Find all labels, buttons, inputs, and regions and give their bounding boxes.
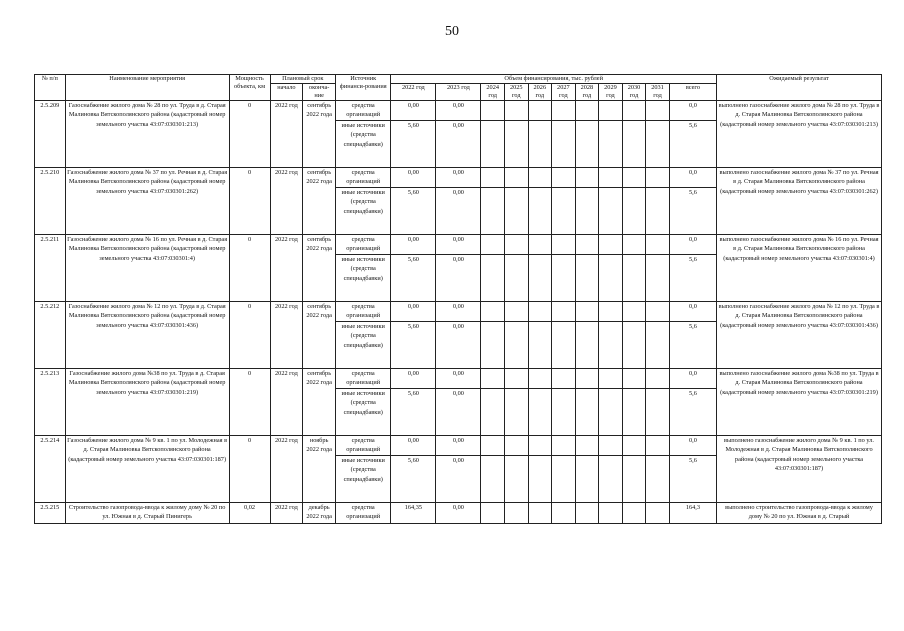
row-value-2022: 5,60 — [391, 188, 436, 235]
row-capacity: 0,02 — [229, 503, 270, 524]
row-end: сентябрь 2022 года — [303, 235, 336, 302]
row-source-other: иные источники (средства спецнадбавки) — [336, 456, 391, 503]
row-num: 2.5.211 — [35, 235, 66, 302]
row-value-2023: 0,00 — [436, 255, 481, 302]
row-capacity: 0 — [229, 168, 270, 235]
row-capacity: 0 — [229, 101, 270, 168]
row-value-2022: 0,00 — [391, 302, 436, 322]
row-value-total: 0,0 — [669, 436, 716, 456]
row-start: 2022 год — [270, 101, 303, 168]
row-value-total: 5,6 — [669, 121, 716, 168]
row-value-2023: 0,00 — [436, 436, 481, 456]
row-value-2022: 5,60 — [391, 121, 436, 168]
header-year-2030: 2030 год — [622, 84, 646, 101]
page-number: 50 — [445, 24, 459, 39]
row-num: 2.5.215 — [35, 503, 66, 524]
row-value-total: 5,6 — [669, 322, 716, 369]
row-start: 2022 год — [270, 168, 303, 235]
row-end: сентябрь 2022 года — [303, 168, 336, 235]
header-year-2025: 2025 год — [504, 84, 528, 101]
header-year-2028: 2028 год — [575, 84, 599, 101]
row-value-2022: 5,60 — [391, 389, 436, 436]
row-source-other: иные источники (средства спецнадбавки) — [336, 389, 391, 436]
header-end: оконча-ние — [303, 84, 336, 101]
funding-plan-table — [34, 74, 882, 524]
header-total: всего — [669, 84, 716, 101]
row-num: 2.5.213 — [35, 369, 66, 436]
header-funding: Объем финансирования, тыс. рублей — [391, 75, 717, 84]
row-value-2022: 5,60 — [391, 456, 436, 503]
row-value-2022: 0,00 — [391, 436, 436, 456]
row-result: выполнено газоснабжение жилого дома № 9 кв. 1 по ул. Молодежная в д. Старая Малиновка Вятскополянского района (кадастровый номер земельного участка 43:07:030301:187) — [717, 436, 882, 503]
row-value-2022: 164,35 — [391, 503, 436, 524]
row-start: 2022 год — [270, 436, 303, 503]
table-body — [35, 101, 882, 524]
row-value-2023: 0,00 — [436, 168, 481, 188]
row-result: выполнено газоснабжение жилого дома № 16 по ул. Речная в д. Старая Малиновка Вятскополянского района (кадастровый номер земельного участка 43:07:030301:4) — [717, 235, 882, 302]
table-row — [35, 235, 882, 255]
row-name: Газоснабжение жилого дома № 9 кв. 1 по ул. Молодежная в д. Старая Малиновка Вятскополянского района (кадастровый номер земельного участка 43:07:030301:187) — [65, 436, 229, 503]
row-source-other: иные источники (средства спецнадбавки) — [336, 188, 391, 235]
table-row — [35, 436, 882, 456]
row-end: сентябрь 2022 года — [303, 302, 336, 369]
row-source-organizations: средства организаций — [336, 235, 391, 255]
row-value-2023: 0,00 — [436, 503, 481, 524]
row-value-total: 0,0 — [669, 235, 716, 255]
row-result: выполнено газоснабжение жилого дома № 12 по ул. Труда в д. Старая Малиновка Вятскополянского района (кадастровый номер земельного участка 43:07:030301:436) — [717, 302, 882, 369]
header-num: № п/п — [35, 75, 66, 101]
row-value-2022: 5,60 — [391, 255, 436, 302]
row-value-total: 0,0 — [669, 168, 716, 188]
row-value-2022: 0,00 — [391, 168, 436, 188]
row-value-total: 5,6 — [669, 456, 716, 503]
row-value-2023: 0,00 — [436, 302, 481, 322]
row-capacity: 0 — [229, 235, 270, 302]
row-value-2023: 0,00 — [436, 369, 481, 389]
row-name: Газоснабжение жилого дома № 37 по ул. Речная в д. Старая Малиновка Вятскополянского района (кадастровый номер земельного участка 43:07:030301:262) — [65, 168, 229, 235]
row-start: 2022 год — [270, 369, 303, 436]
row-value-2023: 0,00 — [436, 188, 481, 235]
row-source-other: иные источники (средства спецнадбавки) — [336, 322, 391, 369]
header-result: Ожидаемый результат — [717, 75, 882, 101]
row-value-2023: 0,00 — [436, 456, 481, 503]
row-name: Газоснабжение жилого дома № 12 по ул. Труда в д. Старая Малиновка Вятскополянского района (кадастровый номер земельного участка 43:07:030301:436) — [65, 302, 229, 369]
row-num: 2.5.214 — [35, 436, 66, 503]
row-num: 2.5.212 — [35, 302, 66, 369]
header-name: Наименование мероприятия — [65, 75, 229, 101]
row-name: Газоснабжение жилого дома № 28 по ул. Труда в д. Старая Малиновка Вятскополянского района (кадастровый номер земельного участка 43:07:030301:213) — [65, 101, 229, 168]
row-source-organizations: средства организаций — [336, 503, 391, 524]
row-value-total: 5,6 — [669, 255, 716, 302]
table-row — [35, 369, 882, 389]
header-year-2027: 2027 год — [552, 84, 576, 101]
row-end: сентябрь 2022 года — [303, 369, 336, 436]
row-value-total: 0,0 — [669, 101, 716, 121]
table-row — [35, 302, 882, 322]
row-result: выполнено газоснабжение жилого дома №38 по ул. Труда в д. Старая Малиновка Вятскополянского района (кадастровый номер земельного участка 43:07:030301:219) — [717, 369, 882, 436]
row-value-2023: 0,00 — [436, 235, 481, 255]
row-num: 2.5.209 — [35, 101, 66, 168]
row-result: выполнено строительство газопровода-ввода к жилому дому № 20 по ул. Южная в д. Старый — [717, 503, 882, 524]
header-year-2022: 2022 год — [391, 84, 436, 101]
row-source-other: иные источники (средства спецнадбавки) — [336, 121, 391, 168]
row-value-2022: 0,00 — [391, 369, 436, 389]
header-plan-term: Плановый срок — [270, 75, 336, 84]
row-end: декабрь 2022 года — [303, 503, 336, 524]
row-capacity: 0 — [229, 436, 270, 503]
row-start: 2022 год — [270, 302, 303, 369]
header-source: Источник финанси-рования — [336, 75, 391, 101]
header-year-2026: 2026 год — [528, 84, 552, 101]
row-name: Газоснабжение жилого дома №38 по ул. Труда в д. Старая Малиновка Вятскополянского района (кадастровый номер земельного участка 43:07:030301:219) — [65, 369, 229, 436]
row-source-organizations: средства организаций — [336, 168, 391, 188]
row-source-other: иные источники (средства спецнадбавки) — [336, 255, 391, 302]
row-result: выполнено газоснабжение жилого дома № 28 по ул. Труда в д. Старая Малиновка Вятскополянского района (кадастровый номер земельного участка 43:07:030301:213) — [717, 101, 882, 168]
row-result: выполнено газоснабжение жилого дома № 37 по ул. Речная в д. Старая Малиновка Вятскополянского района (кадастровый номер земельного участка 43:07:030301:262) — [717, 168, 882, 235]
row-capacity: 0 — [229, 302, 270, 369]
row-value-2022: 0,00 — [391, 235, 436, 255]
table-row — [35, 503, 882, 524]
row-end: сентябрь 2022 года — [303, 101, 336, 168]
row-value-2022: 0,00 — [391, 101, 436, 121]
header-year-2024: 2024 год — [481, 84, 505, 101]
header-year-2023: 2023 год — [436, 84, 481, 101]
row-value-2023: 0,00 — [436, 121, 481, 168]
row-value-2023: 0,00 — [436, 389, 481, 436]
row-value-total: 164,3 — [669, 503, 716, 524]
row-value-2022: 5,60 — [391, 322, 436, 369]
row-value-total: 5,6 — [669, 188, 716, 235]
row-start: 2022 год — [270, 503, 303, 524]
row-name: Строительство газопровода-ввода к жилому дому № 20 по ул. Южная в д. Старый Пинигерь — [65, 503, 229, 524]
row-num: 2.5.210 — [35, 168, 66, 235]
header-year-2031: 2031 год — [646, 84, 670, 101]
row-end: ноябрь 2022 года — [303, 436, 336, 503]
table-row — [35, 168, 882, 188]
header-capacity: Мощность объекта, км — [229, 75, 270, 101]
row-name: Газоснабжение жилого дома № 16 по ул. Речная в д. Старая Малиновка Вятскополянского района (кадастровый номер земельного участка 43:07:030301:4) — [65, 235, 229, 302]
row-value-2023: 0,00 — [436, 322, 481, 369]
row-value-total: 5,6 — [669, 389, 716, 436]
header-year-2029: 2029 год — [599, 84, 623, 101]
row-source-organizations: средства организаций — [336, 302, 391, 322]
row-source-organizations: средства организаций — [336, 101, 391, 121]
row-value-2023: 0,00 — [436, 101, 481, 121]
table-header — [35, 75, 882, 101]
row-start: 2022 год — [270, 235, 303, 302]
row-value-total: 0,0 — [669, 302, 716, 322]
header-start: начало — [270, 84, 303, 101]
row-source-organizations: средства организаций — [336, 436, 391, 456]
row-value-total: 0,0 — [669, 369, 716, 389]
row-source-organizations: средства организаций — [336, 369, 391, 389]
row-capacity: 0 — [229, 369, 270, 436]
table-row — [35, 101, 882, 121]
